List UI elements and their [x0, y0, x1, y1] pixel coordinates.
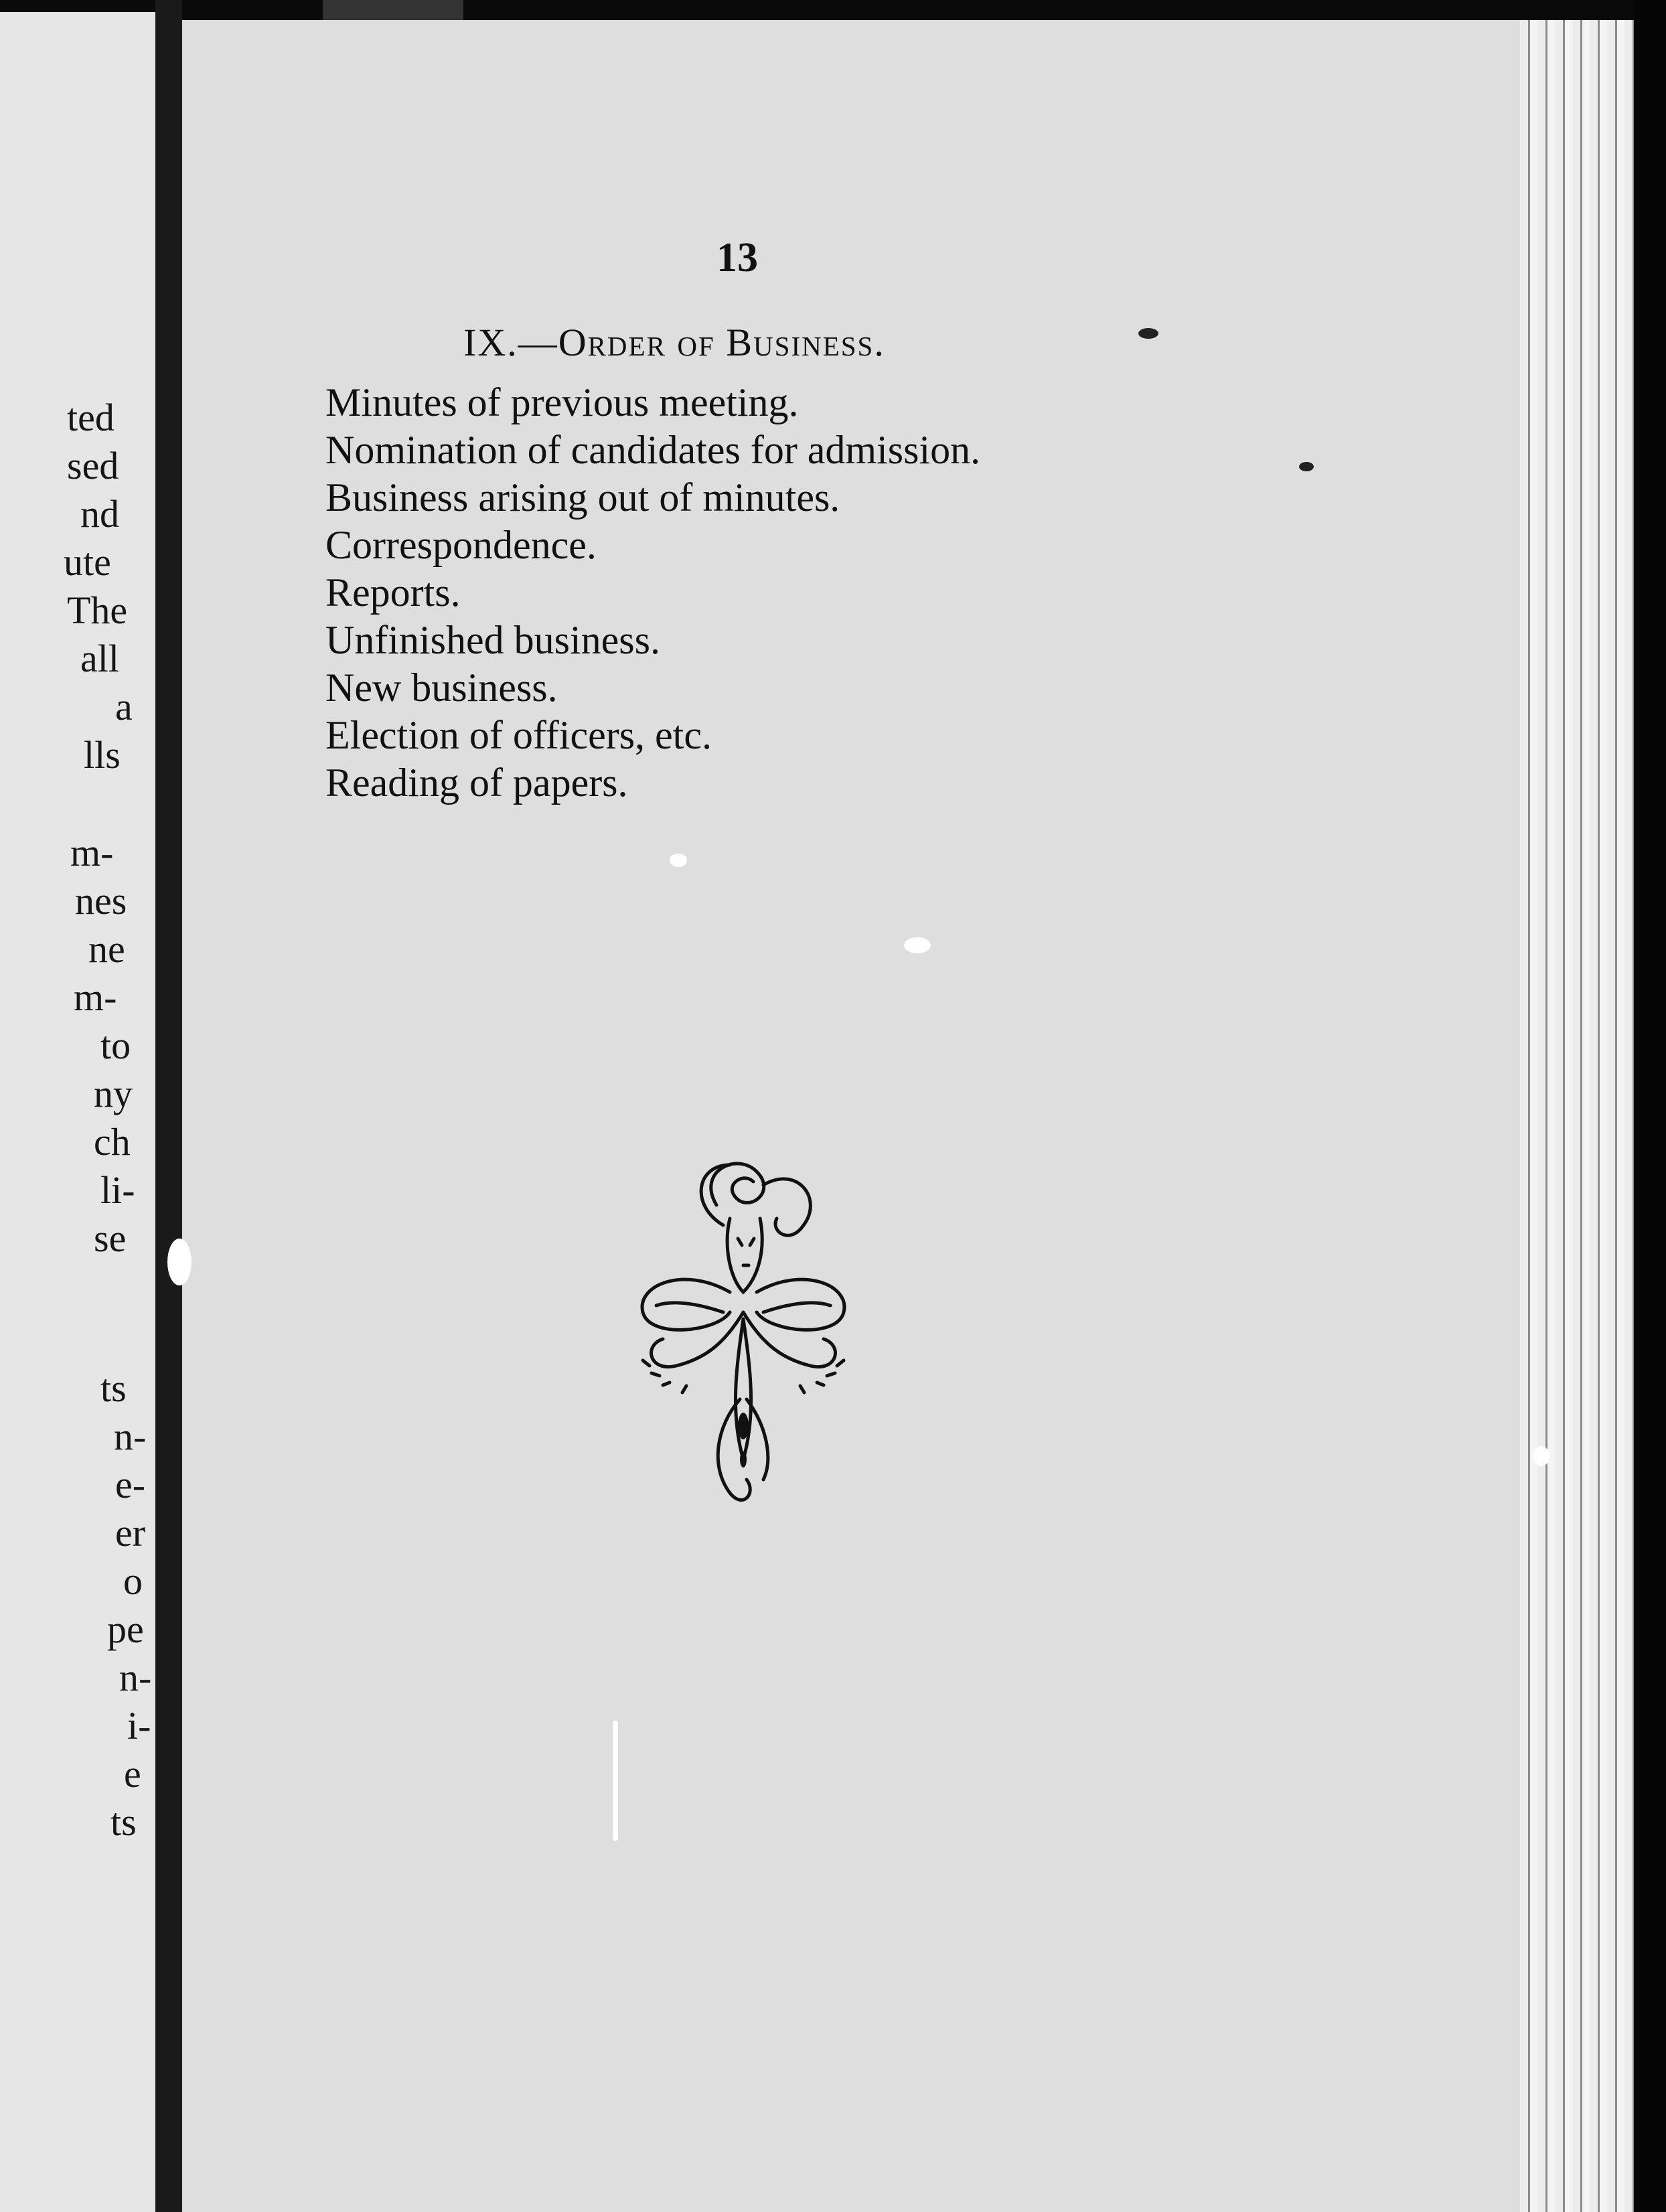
list-item: Election of officers, etc. [325, 713, 712, 757]
left-fragment: li- [100, 1168, 135, 1212]
left-fragment: sed [67, 444, 119, 487]
list-item: Business arising out of minutes. [325, 475, 840, 520]
list-item: Correspondence. [325, 523, 597, 567]
order-of-business-list [325, 379, 980, 807]
left-fragment: n- [114, 1415, 147, 1458]
left-fragment: ny [94, 1072, 133, 1115]
list-item: Reports. [325, 570, 461, 615]
left-fragment: se [94, 1216, 127, 1260]
left-fragment: ts [100, 1366, 127, 1410]
section-numeral: IX.— [463, 321, 558, 364]
page-number: 13 [716, 235, 758, 281]
left-fragment: e [124, 1752, 141, 1796]
left-fragment: ch [94, 1120, 131, 1164]
paper-speck [613, 1721, 618, 1841]
left-fragment: e- [115, 1463, 146, 1506]
ink-smudge [1138, 328, 1158, 339]
paper-speck [1533, 1446, 1549, 1466]
left-fragment: pe [107, 1607, 144, 1651]
left-fragment: nes [75, 879, 127, 923]
left-fragment: m- [70, 831, 114, 874]
list-item: Reading of papers. [325, 761, 628, 805]
left-fragment: i- [127, 1704, 151, 1747]
left-fragment: ted [67, 396, 115, 439]
ink-smudge [1299, 462, 1314, 471]
list-item: Nomination of candidates for admission. [325, 428, 981, 472]
section-heading [463, 320, 885, 365]
left-fragment: n- [119, 1656, 152, 1699]
left-fragment: m- [74, 975, 117, 1019]
left-fragment: nd [80, 492, 119, 536]
left-fragment: all [80, 637, 119, 680]
left-fragment: o [123, 1559, 143, 1603]
left-fragment: The [67, 588, 128, 632]
paper-speck [904, 937, 931, 953]
left-fragment: ts [110, 1800, 137, 1844]
scan-border [1634, 0, 1666, 2212]
left-fragment: a [115, 685, 133, 728]
list-item: Minutes of previous meeting. [325, 380, 799, 424]
left-fragment: ute [64, 540, 111, 584]
page-edges [1520, 20, 1634, 2212]
face-flourish-ornament-icon [623, 1145, 864, 1520]
left-page [0, 12, 155, 2212]
left-fragment: er [115, 1511, 146, 1555]
binding-tab [323, 0, 463, 20]
list-item: New business. [325, 665, 558, 710]
left-fragment: lls [84, 733, 121, 777]
section-title: Order of Business. [558, 321, 885, 364]
book-gutter [155, 0, 182, 2212]
list-item: Unfinished business. [325, 618, 660, 662]
left-fragment: ne [88, 927, 125, 971]
paper-speck [670, 854, 687, 867]
paper-speck [167, 1239, 192, 1285]
left-fragment: to [100, 1024, 131, 1067]
